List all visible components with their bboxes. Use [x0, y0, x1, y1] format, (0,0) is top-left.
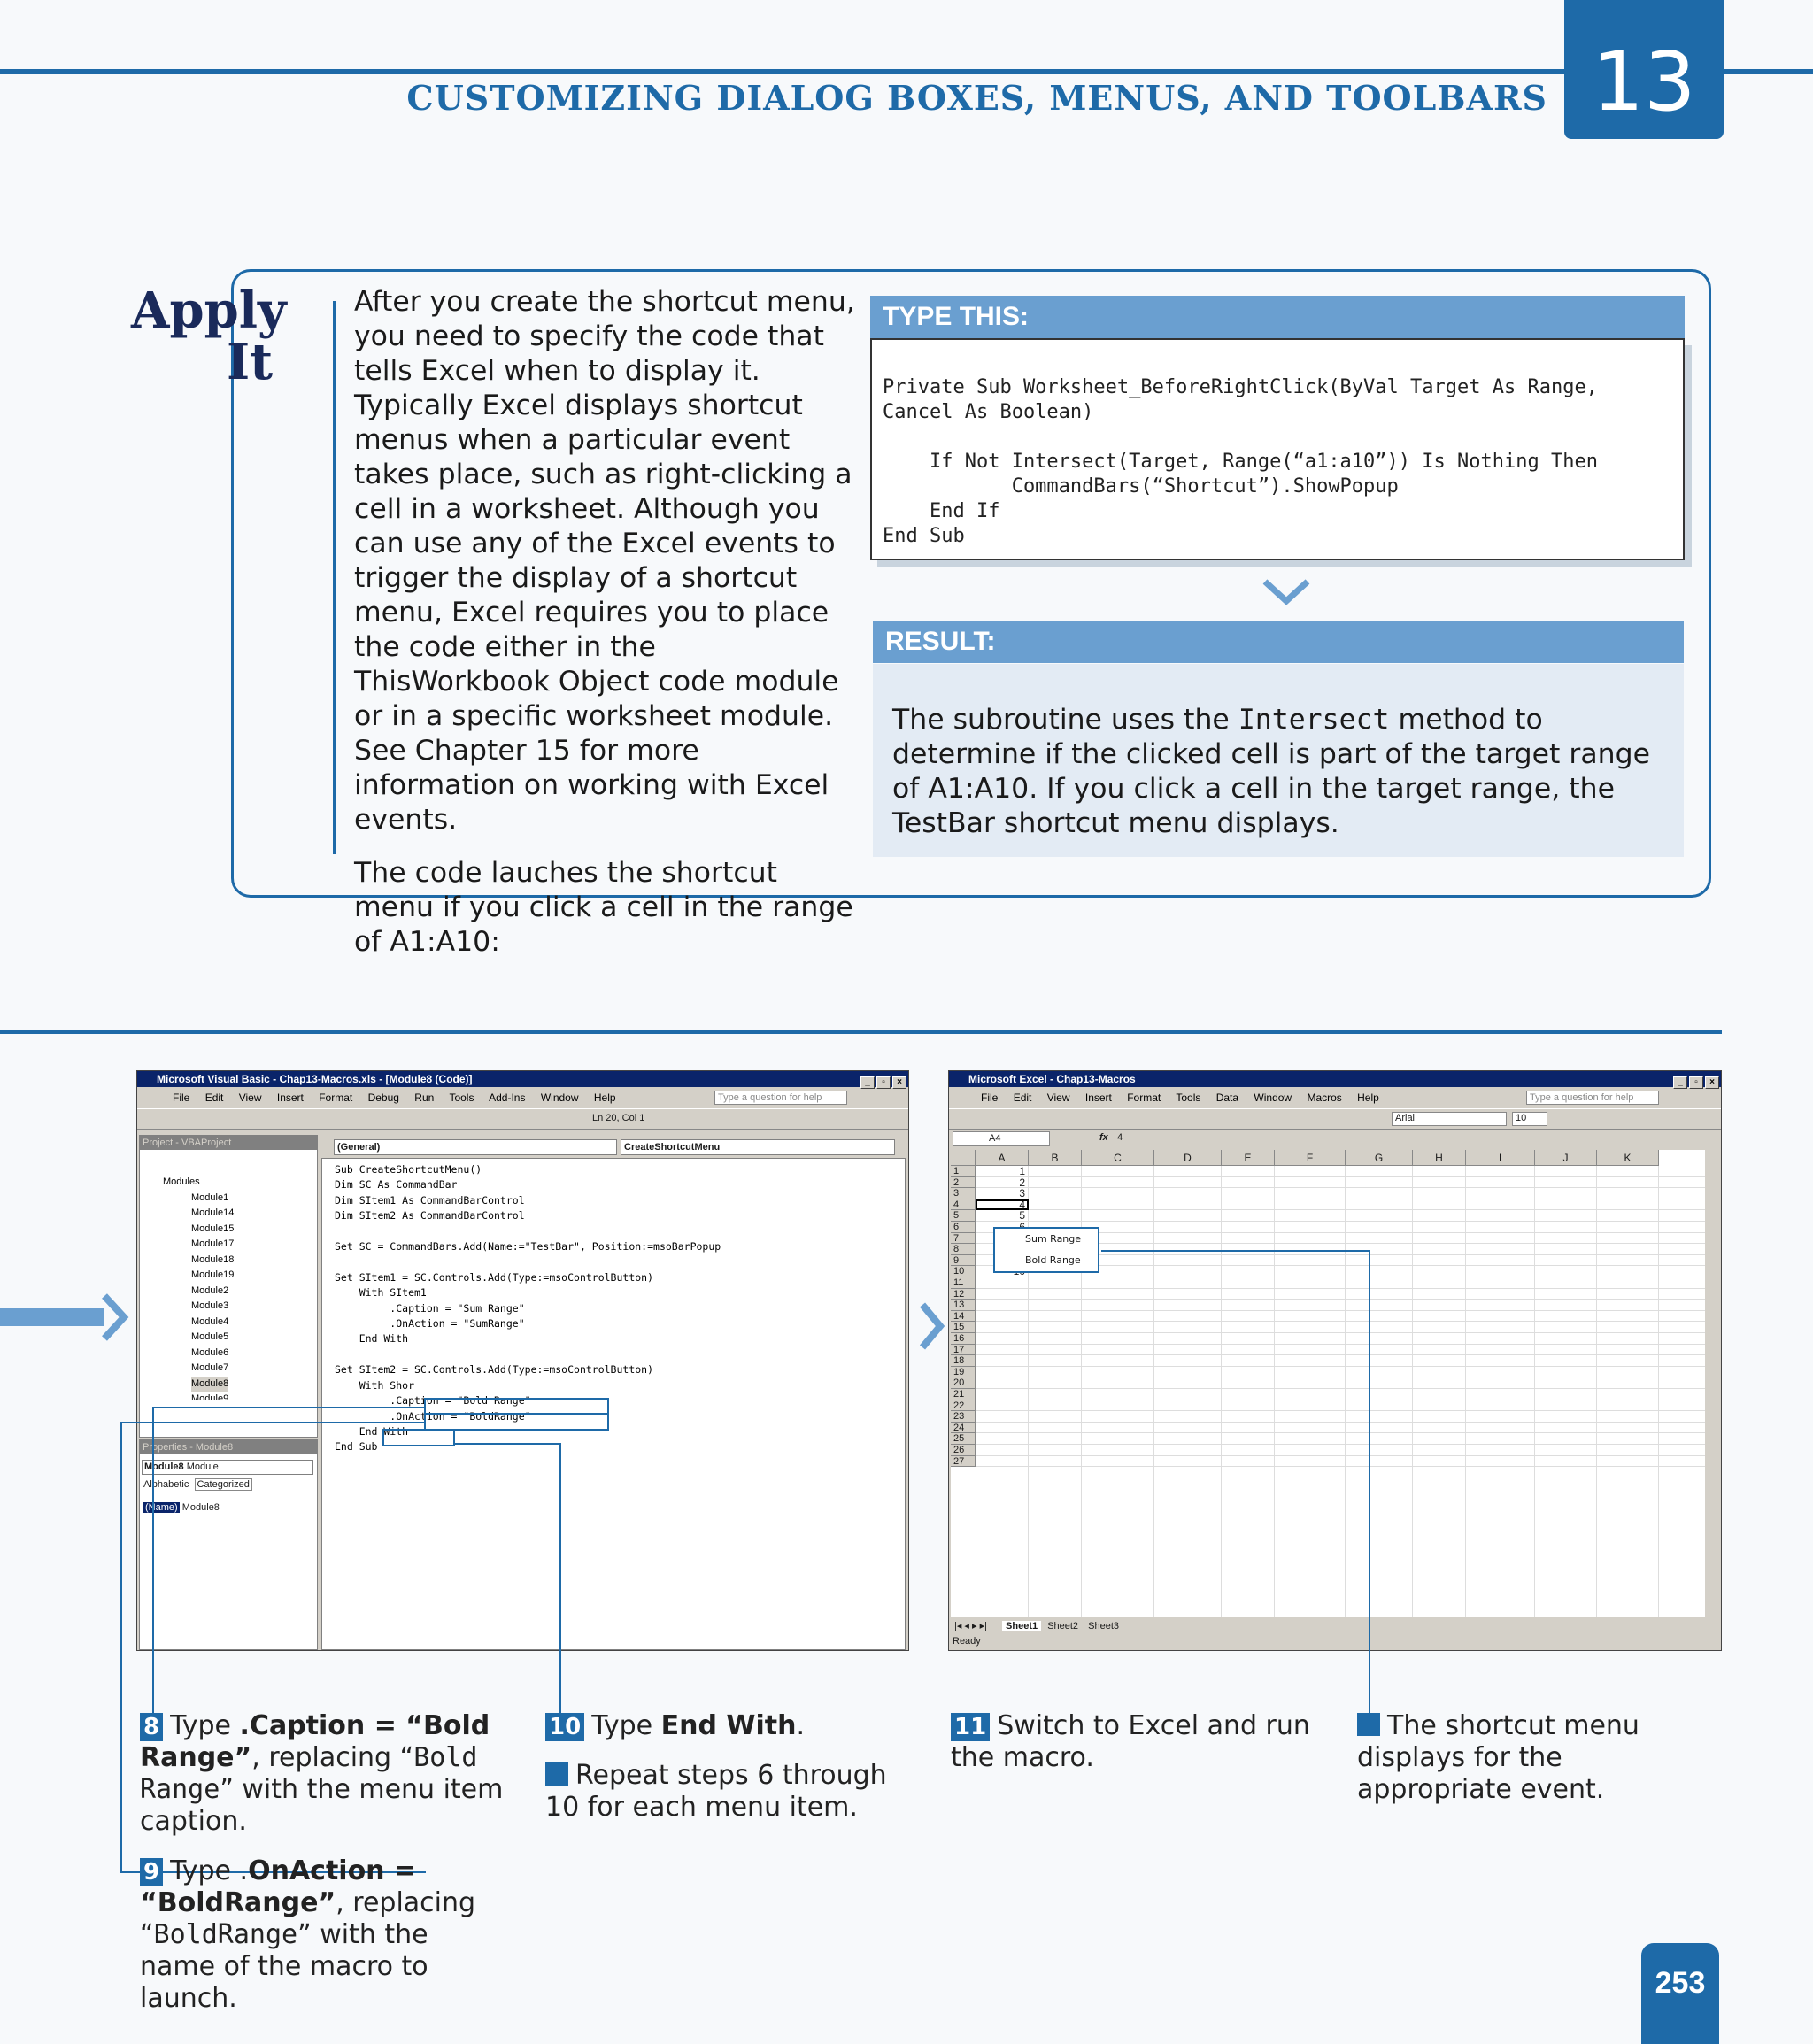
row-header[interactable]: 24 [951, 1423, 976, 1434]
step-11-text: Switch to Excel and run the macro. [951, 1710, 1310, 1773]
name-box[interactable]: A4 [953, 1131, 1050, 1146]
step-10 [545, 1710, 917, 1824]
code-line[interactable]: With Shor [335, 1378, 415, 1392]
step-result-text: The shortcut menu displays for the appropriate event. [1357, 1710, 1639, 1805]
excel-menu-window[interactable]: Window [1254, 1091, 1292, 1104]
row-header[interactable]: 23 [951, 1411, 976, 1423]
code-line[interactable]: End With [335, 1332, 409, 1346]
excel-menubar [949, 1088, 1721, 1107]
step-11-badge: 11 [951, 1713, 990, 1741]
gridline [1412, 1166, 1413, 1617]
apply-it-logo [131, 282, 287, 391]
project-explorer-title: Project - VBAProject [140, 1136, 317, 1150]
project-explorer [139, 1135, 318, 1438]
excel-menu-tools[interactable]: Tools [1176, 1091, 1201, 1104]
callout-line-10 [453, 1443, 561, 1735]
tree-module[interactable]: Module5 [191, 1331, 229, 1342]
vba-menu-edit[interactable]: Edit [204, 1091, 224, 1104]
step-10-text-a: Type [591, 1710, 661, 1741]
excel-menu-format[interactable]: Format [1127, 1091, 1161, 1104]
row-header[interactable]: 3 [951, 1188, 976, 1199]
excel-menu-view[interactable]: View [1046, 1091, 1070, 1104]
object-combo[interactable]: (General) [334, 1139, 617, 1155]
result-text-after: method to determine if the clicked cell is part of the target range of A1:A10. If you click a cell in the target range, the TestBar shortcut menu displays. [892, 704, 1650, 839]
tree-module[interactable]: Module18 [191, 1253, 235, 1265]
code-line[interactable]: Sub CreateShortcutMenu() [335, 1163, 482, 1176]
column-header[interactable]: K [1597, 1150, 1659, 1166]
row-header[interactable]: 22 [951, 1400, 976, 1412]
context-menu-bold-range[interactable]: Bold Range [1025, 1254, 1081, 1266]
formula-bar [949, 1130, 1721, 1148]
apply-it-divider [333, 301, 336, 854]
gridline [976, 1176, 1705, 1177]
vba-menu-window[interactable]: Window [540, 1091, 579, 1104]
tree-module[interactable]: Module4 [191, 1315, 229, 1327]
step-9 [140, 1855, 512, 2015]
code-line[interactable]: .OnAction = "SumRange" [335, 1317, 525, 1331]
code-line[interactable]: Dim SItem1 As CommandBarControl [335, 1193, 525, 1207]
code-line[interactable]: Set SItem2 = SC.Controls.Add(Type:=msoControlButton) [335, 1363, 654, 1377]
select-all-corner[interactable] [951, 1150, 976, 1166]
step-9-text-b: OnAction = “BoldRange” [140, 1855, 417, 1918]
status-bar: Ready [953, 1636, 981, 1647]
vba-menu-format[interactable]: Format [319, 1091, 353, 1104]
tree-module[interactable]: Module3 [191, 1300, 229, 1311]
gridline [976, 1187, 1705, 1188]
properties-type: Module [186, 1462, 219, 1472]
gridline [1596, 1166, 1597, 1617]
tree-module[interactable]: Module6 [191, 1346, 229, 1358]
tree-module[interactable]: Module9 [191, 1393, 229, 1400]
cell-value[interactable]: 2 [1019, 1176, 1025, 1189]
close-button[interactable]: × [892, 1076, 906, 1089]
row-header[interactable]: 17 [951, 1345, 976, 1356]
row-header[interactable]: 21 [951, 1389, 976, 1400]
row-header[interactable]: 27 [951, 1456, 976, 1468]
arrow-right-icon [0, 1292, 133, 1342]
type-this-header: TYPE THIS: [870, 296, 1685, 338]
step-9-text-c: , replacing “ [140, 1887, 476, 1950]
gridline [976, 1221, 1705, 1222]
properties-title: Properties - Module8 [140, 1440, 317, 1454]
step-9-text-d: BoldRange [153, 1919, 298, 1950]
row-header[interactable]: 20 [951, 1377, 976, 1389]
vba-menu-tools[interactable]: Tools [449, 1091, 474, 1104]
column-header[interactable]: E [1222, 1150, 1275, 1166]
fx-icon: fx [1099, 1132, 1108, 1143]
context-menu-sum-range[interactable]: Sum Range [1025, 1233, 1082, 1245]
column-header[interactable]: I [1466, 1150, 1535, 1166]
vba-menu-view[interactable]: View [238, 1091, 262, 1104]
row-header[interactable]: 7 [951, 1233, 976, 1245]
vba-menu-debug[interactable]: Debug [367, 1091, 399, 1104]
step-8-text-b: .Caption = “Bold Range” [140, 1710, 490, 1773]
column-header[interactable]: A [976, 1150, 1029, 1166]
excel-menu-edit[interactable]: Edit [1013, 1091, 1032, 1104]
vba-toolbar [137, 1108, 908, 1130]
excel-menu-help[interactable]: Help [1357, 1091, 1379, 1104]
tree-module-selected[interactable]: Module8 [191, 1377, 228, 1392]
step-8-badge: 8 [140, 1713, 163, 1741]
row-header[interactable]: 5 [951, 1210, 976, 1222]
gridline [1465, 1166, 1466, 1617]
code-line[interactable]: Set SItem1 = SC.Controls.Add(Type:=msoControlButton) [335, 1270, 654, 1284]
cell-value[interactable]: 3 [1019, 1187, 1025, 1200]
step-8-text-a: Type [170, 1710, 240, 1741]
code-line[interactable] [335, 1347, 721, 1362]
result-text-before: The subroutine uses the [892, 704, 1238, 736]
tab-alphabetic[interactable]: Alphabetic [143, 1479, 189, 1490]
vba-help-search[interactable]: Type a question for help [714, 1091, 847, 1105]
step-result [1357, 1710, 1711, 1806]
row-header[interactable]: 13 [951, 1300, 976, 1311]
tree-module[interactable]: Module14 [191, 1207, 235, 1218]
chevron-down-icon [1262, 579, 1310, 605]
row-header[interactable]: 10 [951, 1266, 976, 1277]
font-size-select[interactable]: 10 [1512, 1112, 1547, 1126]
column-header[interactable]: B [1029, 1150, 1082, 1166]
font-name-select[interactable]: Arial [1392, 1112, 1507, 1126]
code-line[interactable]: Dim SItem2 As CommandBarControl [335, 1209, 525, 1223]
row-header[interactable]: 6 [951, 1222, 976, 1233]
code-line[interactable] [335, 1224, 721, 1239]
row-header[interactable]: 9 [951, 1255, 976, 1267]
code-line[interactable]: .Caption = "Bold Range" [335, 1394, 531, 1408]
code-line[interactable]: End With [335, 1424, 409, 1438]
gridline [1658, 1166, 1659, 1617]
apply-it-paragraph-2: The code lauches the shortcut menu if you click a cell in the range of A1:A10: [354, 857, 853, 958]
vba-menubar [137, 1088, 908, 1107]
code-line[interactable]: End Sub [335, 1440, 378, 1454]
excel-menu-insert[interactable]: Insert [1084, 1091, 1112, 1104]
sheet-tab[interactable]: Sheet2 [1047, 1621, 1079, 1631]
row-header[interactable]: 8 [951, 1244, 976, 1255]
step-10-text-b: End With [660, 1710, 797, 1741]
formula-input[interactable]: 4 [1117, 1132, 1123, 1143]
row-header[interactable]: 25 [951, 1433, 976, 1445]
restore-button[interactable]: ▫ [1689, 1076, 1703, 1089]
highlight-caption-line [426, 1400, 607, 1414]
step-8-text-e: ” with the menu item caption. [140, 1774, 504, 1837]
result-header: RESULT: [873, 621, 1684, 663]
row-header[interactable]: 16 [951, 1333, 976, 1345]
row-header[interactable]: 15 [951, 1322, 976, 1333]
code-line[interactable]: .OnAction = "BoldRange" [335, 1409, 531, 1423]
context-menu [993, 1227, 1099, 1273]
row-header[interactable]: 11 [951, 1277, 976, 1289]
step-10-bullet: Repeat steps 6 through 10 for each menu item. [545, 1760, 887, 1823]
arrow-right-small-icon [919, 1301, 945, 1351]
vba-menu-help[interactable]: Help [593, 1091, 616, 1104]
code-line[interactable]: With SItem1 [335, 1286, 427, 1300]
column-header[interactable]: G [1346, 1150, 1413, 1166]
apply-it-text [354, 285, 859, 978]
modules-folder[interactable]: Modules [163, 1176, 200, 1187]
apply-it-paragraph-1: After you create the shortcut menu, you need to specify the code that tells Excel when to display it. Typically Excel displays shortcut menus when a particular event takes place, such as right-clicking a cell in a worksheet. Although you can use any of the Excel events to trigger the display of a shortcut menu, Excel requires you to place the code either in the ThisWorkbook Object code module or in a specific worksheet module. See Chapter 15 for more information on working with Excel events. [354, 286, 855, 836]
sheet-nav-icon[interactable]: |◂ ◂ ▸ ▸| [954, 1621, 987, 1631]
step-10-badge: 10 [545, 1713, 584, 1741]
vba-titlebar [137, 1071, 908, 1087]
excel-title: Microsoft Excel - Chap13-Macros [968, 1073, 1136, 1085]
step-9-text-a: Type . [170, 1855, 249, 1886]
highlight-onaction-line [426, 1415, 607, 1429]
tree-module[interactable]: Module17 [191, 1238, 235, 1249]
minimize-button[interactable]: _ [1673, 1076, 1687, 1089]
column-header[interactable]: D [1154, 1150, 1222, 1166]
step-11 [951, 1710, 1323, 1774]
step-10-text-c: . [796, 1710, 806, 1741]
bullet-square-icon [1357, 1713, 1380, 1736]
section-rule [0, 1030, 1722, 1034]
row-header[interactable]: 14 [951, 1311, 976, 1323]
callout-line-menu [1101, 1250, 1370, 1728]
vba-menu-run[interactable]: Run [414, 1091, 435, 1104]
code-line[interactable]: Dim SC As CommandBar [335, 1178, 458, 1192]
tree-module[interactable]: Module15 [191, 1223, 235, 1234]
sheet-tab[interactable]: Sheet3 [1088, 1621, 1119, 1631]
row-header[interactable]: 19 [951, 1367, 976, 1378]
cell-value[interactable]: 5 [1019, 1209, 1025, 1223]
column-header[interactable]: J [1535, 1150, 1597, 1166]
excel-menu-data[interactable]: Data [1215, 1091, 1239, 1104]
code-line[interactable] [335, 1254, 721, 1269]
property-name-value[interactable]: Module8 [181, 1502, 220, 1513]
property-name-key: (Name) [145, 1502, 178, 1513]
cell-value[interactable]: 4 [1019, 1198, 1025, 1211]
row-header[interactable]: 26 [951, 1445, 976, 1456]
chapter-title: CUSTOMIZING DIALOG BOXES, MENUS, AND TOOLBARS [406, 78, 1547, 118]
code-line[interactable]: .Caption = "Sum Range" [335, 1301, 525, 1315]
step-8 [140, 1710, 512, 1838]
apply-it-logo-word1: Apply [131, 282, 287, 340]
tree-module[interactable]: Module19 [191, 1269, 235, 1280]
gridline [976, 1209, 1705, 1210]
excel-menu-macros[interactable]: Macros [1307, 1091, 1342, 1104]
apply-it-logo-word2: It [227, 333, 274, 391]
step-9-badge: 9 [140, 1858, 163, 1886]
bullet-square-icon [545, 1762, 568, 1786]
row-header[interactable]: 12 [951, 1289, 976, 1300]
row-header[interactable]: 18 [951, 1355, 976, 1367]
vba-cursor-position: Ln 20, Col 1 [592, 1113, 645, 1123]
module-tree [163, 1175, 234, 1400]
excel-menu-file[interactable]: File [981, 1091, 999, 1104]
row-header[interactable]: 2 [951, 1177, 976, 1189]
vba-menu-insert[interactable]: Insert [276, 1091, 304, 1104]
excel-titlebar [949, 1071, 1721, 1087]
page-number: 253 [1641, 1943, 1719, 2044]
sheet-tab-active[interactable]: Sheet1 [1002, 1621, 1041, 1631]
vba-title: Microsoft Visual Basic - Chap13-Macros.xls - [Module8 (Code)] [157, 1073, 473, 1085]
tab-categorized[interactable]: Categorized [195, 1478, 252, 1491]
tree-module[interactable]: Module1 [191, 1192, 229, 1203]
chapter-number-tab: 13 [1564, 0, 1724, 139]
result-text [873, 664, 1684, 857]
column-header[interactable]: F [1275, 1150, 1346, 1166]
restore-button[interactable]: ▫ [876, 1076, 891, 1089]
step-9-text-e: ” with the name of the macro to launch. [140, 1919, 428, 2014]
tree-module[interactable]: Module7 [191, 1362, 229, 1373]
column-header[interactable]: H [1413, 1150, 1466, 1166]
header-rule-right [1724, 69, 1813, 74]
procedure-combo[interactable]: CreateShortcutMenu [621, 1139, 895, 1155]
vba-menu-addins[interactable]: Add-Ins [489, 1091, 526, 1104]
tree-module[interactable]: Module2 [191, 1284, 229, 1296]
properties-object: Module8 [144, 1462, 184, 1472]
excel-help-search[interactable]: Type a question for help [1526, 1091, 1659, 1105]
step-8-text-d: Bold Range [140, 1742, 478, 1805]
vba-menu-file[interactable]: File [173, 1091, 190, 1104]
type-this-code: Private Sub Worksheet_BeforeRightClick(ByVal Target As Range, Cancel As Boolean) If Not Intersect(Target, Range(“a1:a10”)) Is Nothing Then CommandBars(“Shortcut”).ShowPopup End If End Sub [870, 338, 1685, 560]
result-code: Intersect [1238, 704, 1390, 736]
column-header[interactable]: C [1082, 1150, 1154, 1166]
cell-value[interactable]: 1 [1019, 1165, 1025, 1177]
close-button[interactable]: × [1705, 1076, 1719, 1089]
gridline [1534, 1166, 1535, 1617]
row-header[interactable]: 1 [951, 1166, 976, 1177]
step-8-text-c: , replacing “ [251, 1742, 414, 1773]
excel-toolbar [949, 1108, 1721, 1130]
minimize-button[interactable]: _ [860, 1076, 875, 1089]
active-cell[interactable] [976, 1199, 1029, 1211]
code-line[interactable]: Set SC = CommandBars.Add(Name:="TestBar", Position:=msoBarPopup [335, 1240, 721, 1253]
header-rule [0, 69, 1564, 74]
row-header[interactable]: 4 [951, 1199, 976, 1211]
